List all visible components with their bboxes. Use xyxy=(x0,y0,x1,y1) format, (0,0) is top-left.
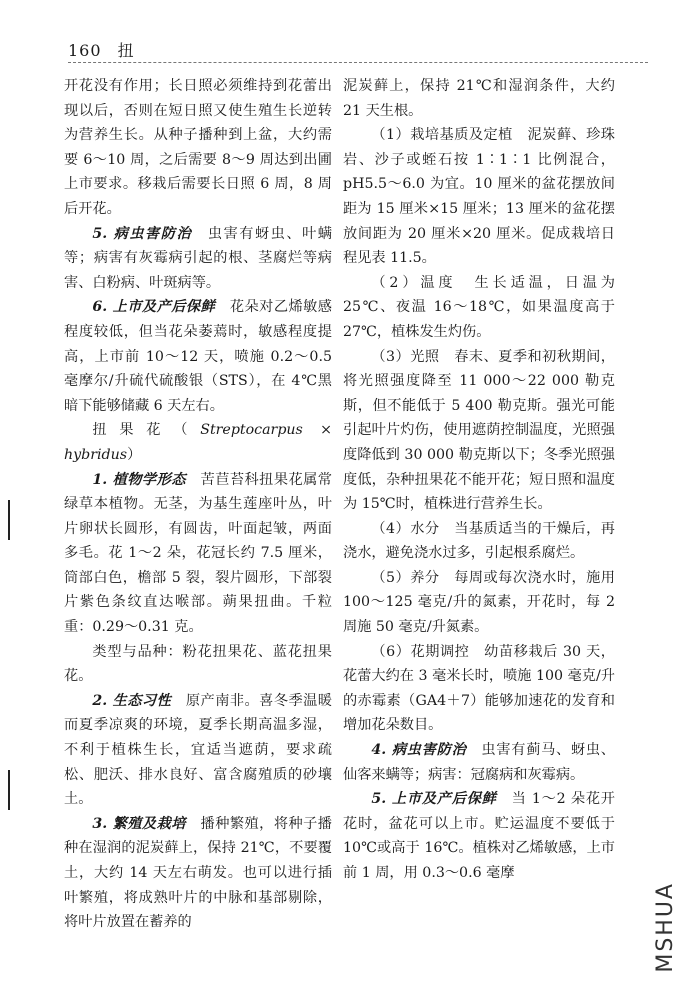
section-heading-end: ） xyxy=(127,446,142,463)
subsection-lead: 3. 繁殖及栽培 xyxy=(92,815,186,832)
paragraph xyxy=(343,566,615,640)
latin-name: Streptocarpus × hybridus xyxy=(64,422,332,463)
paragraph-text: 虫害有蚜虫、叶螨等；病害有灰霉病引起的根、茎腐烂等病害、白粉病、叶斑病等。 xyxy=(64,225,332,291)
scan-margin-mark xyxy=(8,770,10,810)
paragraph xyxy=(343,640,615,738)
paragraph-text: 播种繁殖，将种子播种在湿润的泥炭藓上，保持 21℃，不要覆土，大约 14 天左右萌发。也可以进行插叶繁殖，将成熟叶片的中脉和基部剔除，将叶片放置在蓄养的 xyxy=(64,815,332,931)
paragraph xyxy=(343,787,615,885)
subsection-lead: 1. 植物学形态 xyxy=(92,471,186,488)
paragraph-text: （6）花期调控 幼苗移栽后 30 天，花蕾大约在 3 毫米长时，喷施 100 毫克/升的赤霉素（GA4＋7）能够加速花的发育和增加花朵数目。 xyxy=(343,643,615,734)
paragraph-text: 开花没有作用；长日照必须维持到花蕾出现以后，否则在短日照又使生殖生长逆转为营养生长。从种子播种到上盆，大约需要 6～10 周，之后需要 8～9 周达到出圃上市要求。移栽后需要长日照 6 周，8 周后开花。 xyxy=(64,78,332,217)
paragraph xyxy=(64,418,332,467)
paragraph xyxy=(64,468,332,640)
paragraph xyxy=(343,74,615,123)
paragraph-text: 原产南非。喜冬季温暖而夏季凉爽的环境，夏季长期高温多湿，不利于植株生长，宜适当遮荫，要求疏松、肥沃、排水良好、富含腐殖质的砂壤土。 xyxy=(64,692,332,808)
paragraph-text: 当 1～2 朵花开花时，盆花可以上市。贮运温度不要低于 10℃或高于 16℃。植株对乙烯敏感，上市前 1 周，用 0.3～0.6 毫摩 xyxy=(343,791,615,881)
paragraph xyxy=(343,271,615,345)
paragraph xyxy=(64,295,332,418)
paragraph xyxy=(64,812,332,935)
subsection-lead: 4. 病虫害防治 xyxy=(371,742,467,759)
subsection-lead: 6. 上市及产后保鲜 xyxy=(92,299,216,316)
paragraph xyxy=(343,345,615,517)
subsection-lead: 5. 病虫害防治 xyxy=(92,225,193,242)
running-title: 扭 xyxy=(117,41,135,60)
paragraph-text: 苦苣苔科扭果花属常绿草本植物。无茎，为基生莲座叶丛，叶片卵状长圆形，有圆齿，叶面起皱，两面多毛。花 1～2 朵，花冠长约 7.5 厘米，筒部白色，檐部 5 裂，裂片圆形，下部裂片紫色条纹直达喉部。蒴果扭曲。千粒重：0.29～0.31 克。 xyxy=(64,471,332,636)
paragraph-text: （2）温度 生长适温，日温为 25℃、夜温 16～18℃，如果温度高于 27℃，植株发生灼伤。 xyxy=(343,274,615,340)
subsection-lead: 5. 上市及产后保鲜 xyxy=(371,791,497,808)
paragraph-text: （5）养分 每周或每次浇水时，施用 100～125 毫克/升的氮素，开花时，每 2 周施 50 毫克/升氮素。 xyxy=(343,569,615,636)
paragraph-text: 泥炭藓上，保持 21℃和湿润条件，大约 21 天生根。 xyxy=(343,78,615,119)
page-number: 160 xyxy=(68,41,102,60)
paragraph xyxy=(64,74,332,222)
watermark: MSHUA xyxy=(653,882,678,973)
paragraph-text: 花朵对乙烯敏感程度较低，但当花朵萎蔫时，敏感程度提高，上市前 10～12 天，喷施 0.2～0.5 毫摩尔/升硫代硫酸银（STS），在 4℃黑暗下能够储藏 6 天左右。 xyxy=(64,299,332,414)
header-rule xyxy=(68,62,648,63)
right-text-column xyxy=(343,74,615,886)
paragraph-text: （3）光照 春末、夏季和初秋期间，将光照强度降至 11 000～22 000 勒克斯，但不能低于 5 400 勒克斯。强光可能引起叶片灼伤，使用遮荫控制温度，光照强度降低到 30 000 勒克斯以下；冬季光照强度低，杂种扭果花不能开花；短日照和温度为 15℃时，植株进行营养生长。 xyxy=(343,348,615,513)
paragraph xyxy=(343,517,615,566)
paragraph-text: 类型与品种：粉花扭果花、蓝花扭果花。 xyxy=(64,643,332,685)
section-heading: 扭果花（ xyxy=(92,422,201,439)
paragraph-text: （1）栽培基质及定植 泥炭藓、珍珠岩、沙子或蛭石按 1∶1∶1 比例混合，pH5.5～6.0 为宜。10 厘米的盆花摆放间距为 15 厘米×15 厘米；13 厘米的盆花摆放间距为 20 厘米×20 厘米。促成栽培日程见表 11.5。 xyxy=(343,127,615,267)
paragraph xyxy=(343,123,615,271)
paragraph xyxy=(64,640,332,689)
paragraph-text: （4）水分 当基质适当的干燥后，再浇水，避免浇水过多，引起根系腐烂。 xyxy=(343,520,615,562)
paragraph xyxy=(64,689,332,812)
left-text-column xyxy=(64,74,332,935)
scan-margin-mark xyxy=(8,500,10,540)
paragraph xyxy=(64,222,332,296)
paragraph-text: 虫害有蓟马、蚜虫、仙客来螨等；病害：冠腐病和灰霉病。 xyxy=(343,742,615,783)
subsection-lead: 2. 生态习性 xyxy=(92,692,172,709)
page-header xyxy=(68,38,135,61)
paragraph xyxy=(343,738,615,787)
